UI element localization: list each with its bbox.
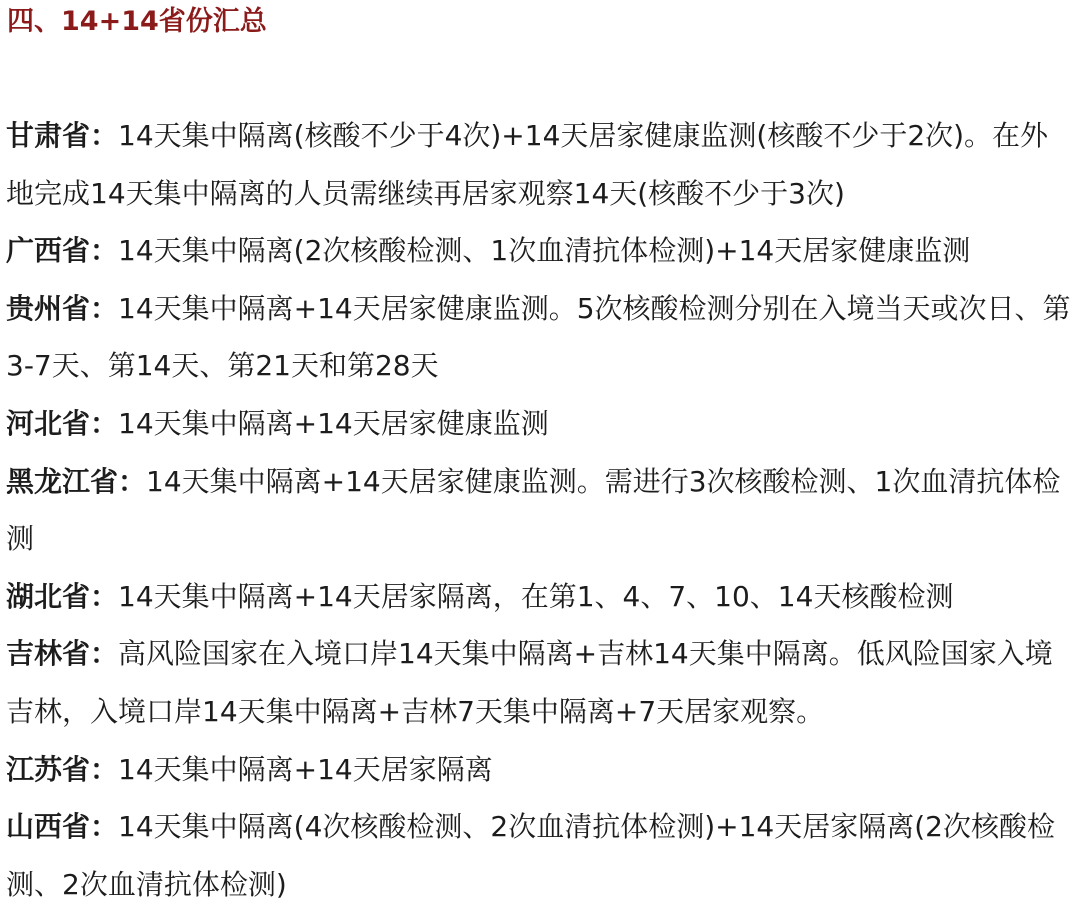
section-title: 四、14+14省份汇总 <box>7 6 267 37</box>
policy-text: 14天集中隔离(核酸不少于4次)+14天居家健康监测(核酸不少于2次)。在外地完成14天集中隔离的人员需继续再居家观察14天(核酸不少于3次) <box>6 119 1049 210</box>
policy-text: 14天集中隔离+14天居家健康监测。5次核酸检测分别在入境当天或次日、第3-7天、第14天、第21天和第28天 <box>6 291 1071 383</box>
province-name: 山西省： <box>6 810 119 844</box>
policy-text: 14天集中隔离+14天居家健康监测 <box>118 406 549 440</box>
policy-text: 14天集中隔离+14天居家隔离，在第1、4、7、10、14天核酸检测 <box>118 579 954 613</box>
province-name: 吉林省： <box>6 637 119 671</box>
entry-heilongjiang <box>6 453 1072 568</box>
entry-shanxi <box>6 798 1072 913</box>
entry-gansu <box>6 107 1072 222</box>
entry-hebei <box>6 395 1072 453</box>
province-name: 河北省： <box>6 406 119 440</box>
entry-jilin <box>6 625 1072 740</box>
policy-text: 14天集中隔离+14天居家隔离 <box>118 752 493 786</box>
policy-text: 14天集中隔离(2次核酸检测、1次血清抗体检测)+14天居家健康监测 <box>118 234 971 268</box>
province-name: 黑龙江省： <box>6 464 147 498</box>
province-name: 江苏省： <box>6 752 119 786</box>
entry-guangxi <box>6 222 1072 280</box>
province-name: 湖北省： <box>6 579 119 613</box>
province-name: 贵州省： <box>6 291 119 325</box>
province-name: 广西省： <box>6 234 119 268</box>
policy-text: 14天集中隔离+14天居家健康监测。需进行3次核酸检测、1次血清抗体检测 <box>6 464 1061 556</box>
entry-jiangsu <box>6 741 1072 799</box>
policy-text: 14天集中隔离(4次核酸检测、2次血清抗体检测)+14天居家隔离(2次核酸检测、2次血清抗体检测) <box>6 810 1055 901</box>
entry-guizhou <box>6 280 1072 395</box>
province-list <box>6 107 1072 913</box>
entry-hubei <box>6 568 1072 626</box>
policy-text: 高风险国家在入境口岸14天集中隔离+吉林14天集中隔离。低风险国家入境吉林，入境口岸14天集中隔离+吉林7天集中隔离+7天居家观察。 <box>6 637 1053 728</box>
province-name: 甘肃省： <box>6 119 119 152</box>
